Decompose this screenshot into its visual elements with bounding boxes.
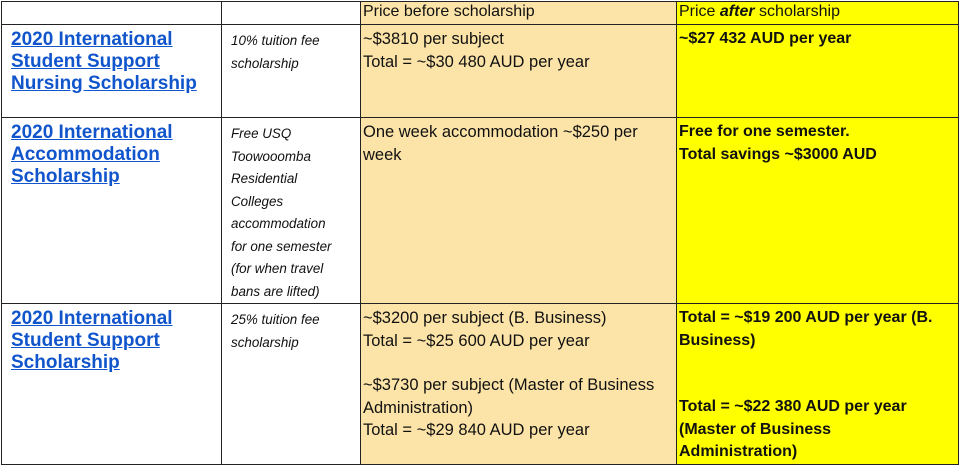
- header-price-before: [361, 2, 677, 25]
- table-row: [2, 304, 959, 465]
- scholarship-link-nursing[interactable]: 2020 International Student Support Nursing Scholarship: [11, 29, 197, 94]
- table-row: [2, 118, 959, 304]
- price-before-cell: One week accommodation ~$250 per week: [361, 118, 677, 304]
- price-after-cell: Total = ~$19 200 AUD per year (B. Business) Total = ~$22 380 AUD per year (Master of Business Administration): [677, 304, 959, 465]
- header-price-after: [677, 2, 959, 25]
- scholarship-description: 10% tuition fee scholarship: [222, 25, 361, 118]
- header-scholarship-cell: [2, 2, 222, 25]
- header-row: [2, 2, 959, 25]
- scholarship-description: 25% tuition fee scholarship: [222, 304, 361, 465]
- price-after-cell: Free for one semester. Total savings ~$3000 AUD: [677, 118, 959, 304]
- price-after-cell: ~$27 432 AUD per year: [677, 25, 959, 118]
- scholarship-table: [1, 1, 959, 465]
- price-before-cell: ~$3200 per subject (B. Business) Total = ~$25 600 AUD per year ~$3730 per subject (Master of Business Administration) Total = ~$29 840 AUD per year: [361, 304, 677, 465]
- scholarship-link-accommodation[interactable]: 2020 International Accommodation Scholarship: [11, 122, 173, 187]
- scholarship-name-cell: [2, 118, 222, 304]
- header-price-after-suffix: scholarship: [754, 3, 840, 20]
- header-description-cell: [222, 2, 361, 25]
- header-price-after-prefix: Price: [679, 3, 720, 20]
- table-row: [2, 25, 959, 118]
- header-price-after-emphasis: after: [719, 3, 755, 20]
- scholarship-name-cell: [2, 304, 222, 465]
- scholarship-name-cell: [2, 25, 222, 118]
- price-before-cell: ~$3810 per subject Total = ~$30 480 AUD per year: [361, 25, 677, 118]
- scholarship-link-student-support[interactable]: 2020 International Student Support Scholarship: [11, 308, 173, 373]
- scholarship-description: Free USQ Toowooomba Residential Colleges accommodation for one semester (for when travel bans are lifted): [222, 118, 361, 304]
- header-price-before-label: Price before scholarship: [363, 3, 535, 20]
